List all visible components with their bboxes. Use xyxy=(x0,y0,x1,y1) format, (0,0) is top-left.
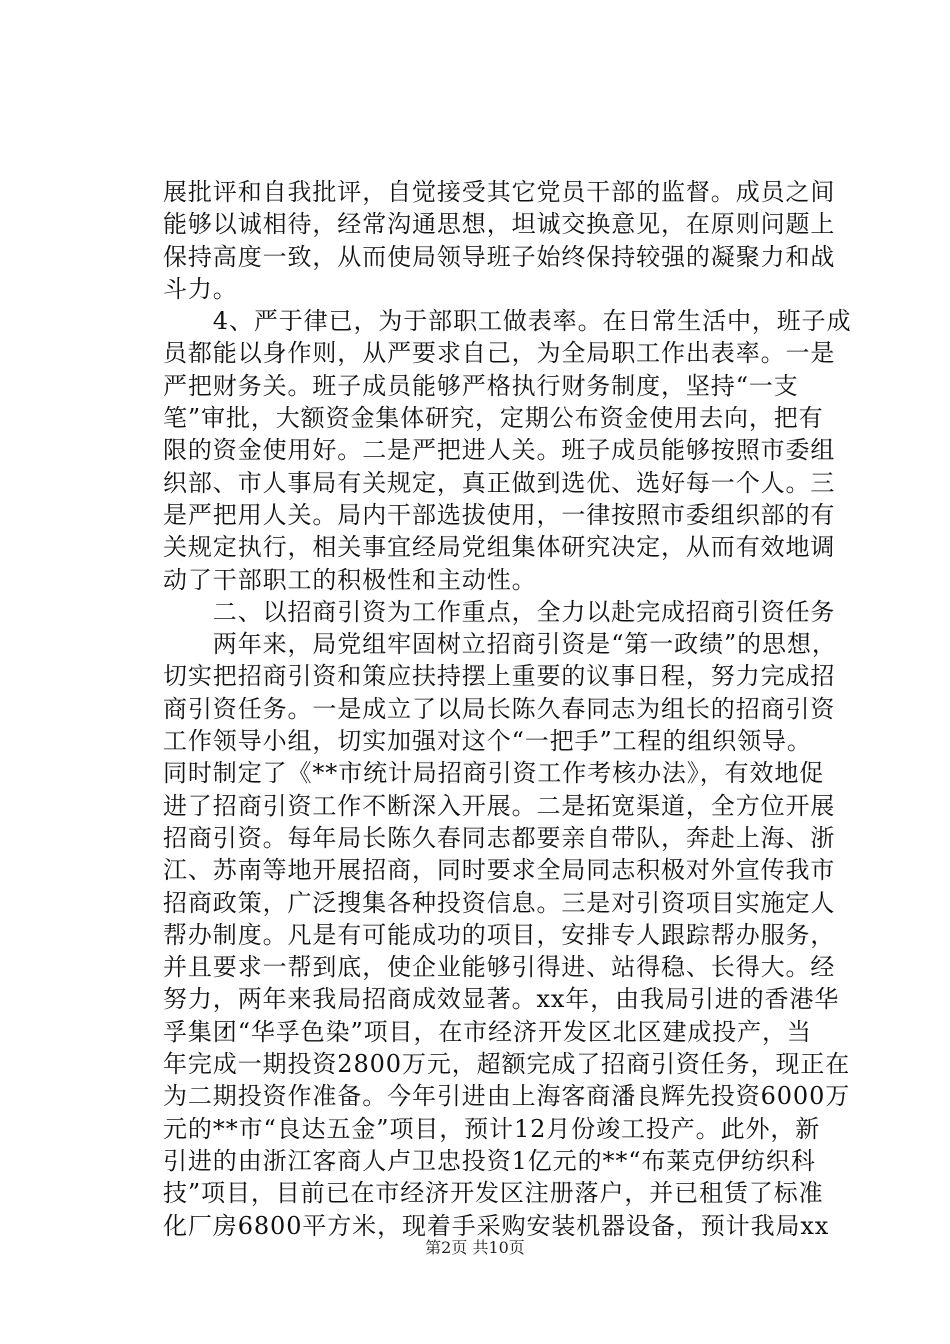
text-line: 化厂房6800平方米，现着手采购安装机器设备，预计我局xx xyxy=(163,1211,830,1240)
page-footer: 第2页 共10页 xyxy=(425,1238,525,1257)
text-line: 帮办制度。凡是有可能成功的项目，安排专人跟踪帮办服务， xyxy=(163,920,836,949)
text-line: 两年来，局党组牢固树立招商引资是“第一政绩”的思想， xyxy=(163,630,837,659)
text-line: 江、苏南等地开展招商，同时要求全局同志积极对外宣传我市 xyxy=(163,856,836,885)
text-line: 4、严于律已，为于部职工做表率。在日常生活中，班子成 xyxy=(163,307,852,336)
text-line: 并且要求一帮到底，使企业能够引得进、站得稳、长得大。经 xyxy=(163,953,836,982)
text-line: 展批评和自我批评，自觉接受其它党员干部的监督。成员之间 xyxy=(163,178,836,206)
text-line: 元的**市“良达五金”项目，预计12月份竣工投产。此外，新 xyxy=(163,1114,821,1143)
body-text xyxy=(163,176,852,1242)
text-line: 商引资任务。一是成立了以局长陈久春同志为组长的招商引资 xyxy=(163,694,836,723)
text-line: 织部、市人事局有关规定，真正做到选优、选好每一个人。三 xyxy=(163,468,836,497)
text-line: 斗力。 xyxy=(163,274,238,303)
text-line: 引进的由浙江客商人卢卫忠投资1亿元的**“布莱克伊纺织科 xyxy=(163,1146,816,1175)
text-line: 是严把用人关。局内干部选拔使用，一律按照市委组织部的有 xyxy=(163,500,836,529)
text-line: 笔”审批，大额资金集体研究，定期公布资金使用去向，把有 xyxy=(163,404,824,433)
section-heading: 二、以招商引资为工作重点，全力以赴完成招商引资任务 xyxy=(163,597,836,626)
text-line: 进了招商引资工作不断深入开展。二是拓宽渠道，全方位开展 xyxy=(163,791,836,820)
text-line: 严把财务关。班子成员能够严格执行财务制度，坚持“一支 xyxy=(163,371,799,400)
text-line: 为二期投资作准备。今年引进由上海客商潘良辉先投资6000万 xyxy=(163,1082,851,1111)
text-line: 孚集团“华孚色染”项目，在市经济开发区北区建成投产，当 xyxy=(163,1017,812,1046)
text-line: 保持高度一致，从而使局领导班子始终保持较强的凝聚力和战 xyxy=(163,242,836,271)
text-line: 年完成一期投资2800万元，超额完成了招商引资任务，现正在 xyxy=(163,1050,851,1079)
text-line: 招商引资。每年局长陈久春同志都要亲自带队，奔赴上海、浙 xyxy=(163,823,836,852)
text-line: 努力，两年来我局招商成效显著。xx年，由我局引进的香港华 xyxy=(163,985,840,1014)
text-line: 动了干部职工的积极性和主动性。 xyxy=(163,565,537,594)
text-line: 切实把招商引资和策应扶持摆上重要的议事日程，努力完成招 xyxy=(163,662,836,691)
text-line: 限的资金使用好。二是严把进人关。班子成员能够按照市委组 xyxy=(163,436,836,465)
text-line: 员都能以身作则，从严要求自己，为全局职工作出表率。一是 xyxy=(163,339,836,368)
text-line: 能够以诚相待，经常沟通思想，坦诚交换意见，在原则问题上 xyxy=(163,210,836,239)
text-line: 技”项目，目前已在市经济开发区注册落户，并已租赁了标准 xyxy=(163,1179,824,1208)
text-line: 同时制定了《**市统计局招商引资工作考核办法》，有效地促 xyxy=(163,759,825,788)
text-line: 关规定执行，相关事宜经局党组集体研究决定，从而有效地调 xyxy=(163,533,836,562)
text-line: 工作领导小组，切实加强对这个“一把手”工程的组织领导。 xyxy=(163,727,812,756)
text-line: 招商政策，广泛搜集各种投资信息。三是对引资项目实施定人 xyxy=(163,888,836,917)
